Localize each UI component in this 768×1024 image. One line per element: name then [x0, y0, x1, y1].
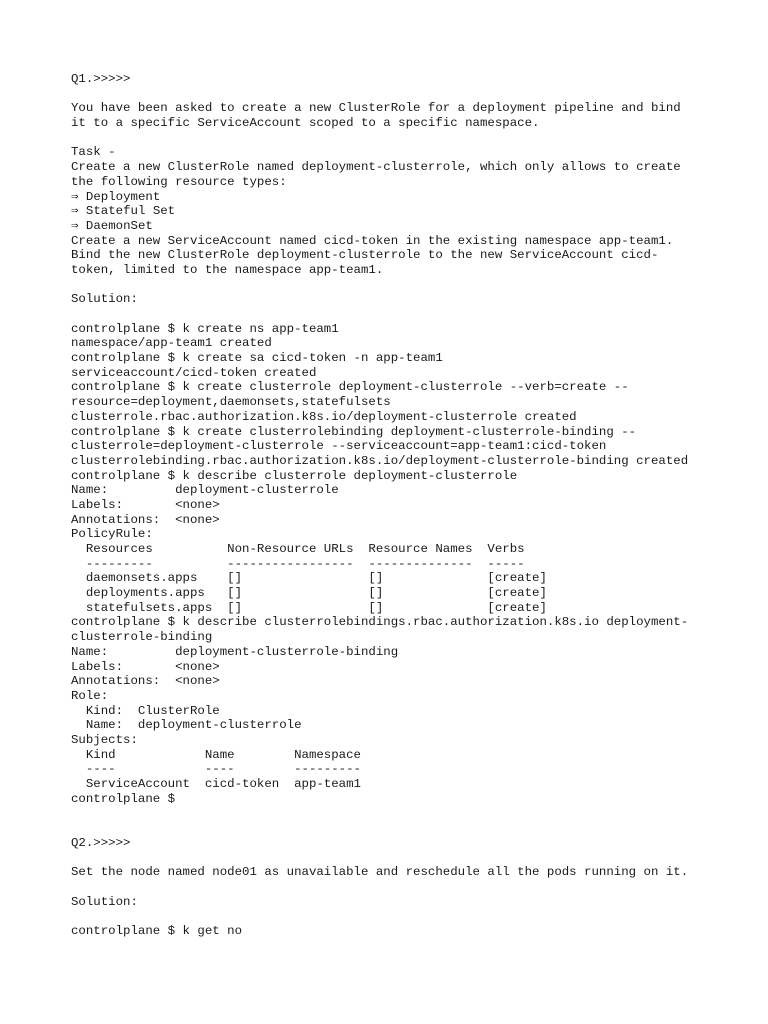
terminal-output: clusterrole.rbac.authorization.k8s.io/deployment-clusterrole created [71, 409, 577, 424]
resource-type-item: ⇒ Deployment [71, 189, 161, 204]
blank-line [71, 821, 731, 836]
policy-table-divider: --------- ----------------- -------------- ----- [71, 556, 525, 571]
terminal-prompt: controlplane $ [71, 791, 176, 806]
terminal-command: controlplane $ k describe clusterrole deployment-clusterrole [71, 468, 518, 483]
terminal-output: Annotations: <none> [71, 512, 220, 527]
q1-intro-line: it to a specific ServiceAccount scoped to a specific namespace. [71, 116, 540, 131]
resource-type-item: ⇒ DaemonSet [71, 218, 153, 233]
task-line: Create a new ClusterRole named deployment-clusterrole, which only allows to create [71, 160, 681, 175]
blank-line [71, 87, 731, 102]
terminal-output: Subjects: [71, 732, 138, 747]
terminal-output: Annotations: <none> [71, 674, 220, 689]
policy-table-header: Resources Non-Resource URLs Resource Names Verbs [71, 542, 525, 556]
terminal-command: clusterrole=deployment-clusterrole --serviceaccount=app-team1:cicd-token [71, 439, 607, 454]
terminal-output: serviceaccount/cicd-token created [71, 365, 317, 380]
subjects-table-divider: ---- ---- --------- [71, 762, 361, 777]
terminal-output: Role: [71, 688, 109, 703]
terminal-output: Name: deployment-clusterrole [71, 483, 339, 498]
task-line: token, limited to the namespace app-team1. [71, 262, 384, 277]
solution-heading: Solution: [71, 894, 138, 909]
terminal-command: controlplane $ k create clusterrolebinding deployment-clusterrole-binding -- [71, 424, 637, 439]
terminal-output: Kind: ClusterRole [71, 703, 220, 718]
document-body [71, 72, 731, 939]
policy-table-row: daemonsets.apps [] [] [create] [71, 571, 547, 586]
blank-line [71, 131, 731, 146]
terminal-command: controlplane $ k create clusterrole deployment-clusterrole --verb=create -- [71, 380, 629, 395]
terminal-command: controlplane $ k describe clusterrolebindings.rbac.authorization.k8s.io deployment- [71, 615, 689, 630]
terminal-command: resource=deployment,daemonsets,statefulsets [71, 395, 391, 410]
blank-line [71, 806, 731, 821]
blank-line [71, 850, 731, 865]
blank-line [71, 307, 731, 322]
terminal-output: Labels: <none> [71, 659, 220, 674]
terminal-output: Name: deployment-clusterrole [71, 718, 302, 733]
terminal-output: namespace/app-team1 created [71, 336, 272, 351]
q2-task-line: Set the node named node01 as unavailable and reschedule all the pods running on it. [71, 865, 689, 880]
solution-heading: Solution: [71, 292, 138, 307]
blank-line [71, 880, 731, 895]
task-line: Bind the new ClusterRole deployment-clusterrole to the new ServiceAccount cicd- [71, 248, 659, 263]
q1-intro-line: You have been asked to create a new ClusterRole for a deployment pipeline and bind [71, 101, 681, 116]
terminal-command: controlplane $ k create ns app-team1 [71, 321, 339, 336]
q1-heading: Q1.>>>>> [71, 72, 131, 86]
terminal-command: clusterrole-binding [71, 630, 213, 645]
task-heading: Task - [71, 145, 116, 160]
terminal-output: PolicyRule: [71, 527, 153, 542]
subjects-table-header: Kind Name Namespace [71, 747, 361, 762]
blank-line [71, 278, 731, 293]
task-line: the following resource types: [71, 174, 287, 189]
blank-line [71, 909, 731, 924]
terminal-output: clusterrolebinding.rbac.authorization.k8s.io/deployment-clusterrole-binding created [71, 453, 689, 468]
subjects-table-row: ServiceAccount cicd-token app-team1 [71, 777, 361, 791]
policy-table-row: statefulsets.apps [] [] [create] [71, 600, 547, 615]
q2-heading: Q2.>>>>> [71, 835, 131, 850]
policy-table-row: deployments.apps [] [] [create] [71, 586, 547, 601]
task-line: Create a new ServiceAccount named cicd-token in the existing namespace app-team1. [71, 233, 674, 248]
terminal-output: Labels: <none> [71, 497, 220, 512]
terminal-output: Name: deployment-clusterrole-binding [71, 644, 399, 659]
terminal-command: controlplane $ k get no [71, 923, 243, 938]
terminal-command: controlplane $ k create sa cicd-token -n app-team1 [71, 351, 443, 366]
resource-type-item: ⇒ Stateful Set [71, 204, 176, 219]
